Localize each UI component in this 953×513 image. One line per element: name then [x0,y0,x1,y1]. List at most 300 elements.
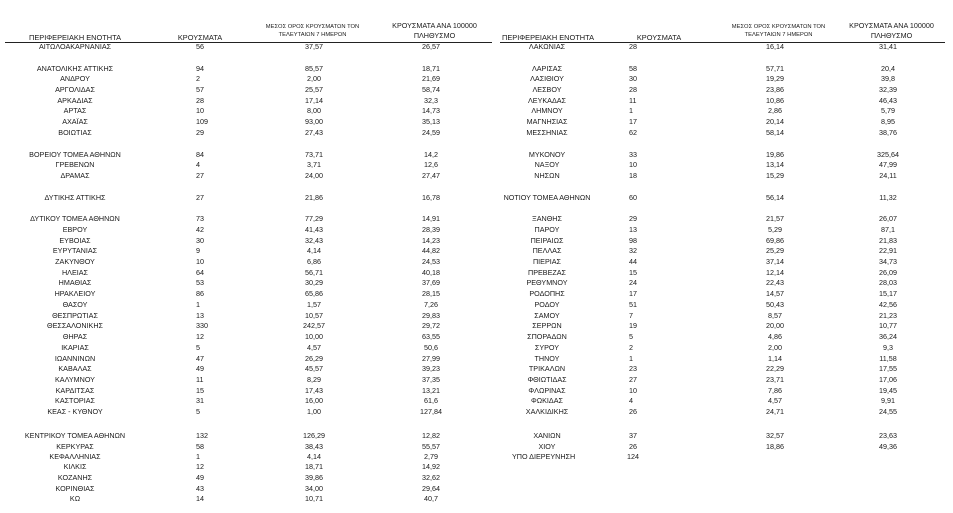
cases-cell: 23 [629,364,637,373]
region-name-cell: ΛΑΣΙΘΙΟΥ [530,74,564,83]
region-name-cell: ΑΝΔΡΟΥ [60,74,90,83]
cases-cell: 10 [629,160,637,169]
cases-cell: 27 [196,171,204,180]
cases-cell: 12 [196,462,204,471]
cases-cell: 24 [629,278,637,287]
rate-per-100k-cell: 26,57 [422,42,440,51]
rate-per-100k-cell: 12,6 [424,160,438,169]
cases-cell: 10 [629,386,637,395]
rate-per-100k-cell: 39,23 [422,364,440,373]
region-name-cell: ΚΑΡΔΙΤΣΑΣ [55,386,95,395]
rate-per-100k-cell: 23,63 [879,431,897,440]
avg-7day-cell: 27,43 [305,128,323,137]
cases-cell: 47 [196,354,204,363]
region-name-cell: ΦΛΩΡΙΝΑΣ [528,386,566,395]
region-name-cell: ΚΙΛΚΙΣ [63,462,87,471]
rate-per-100k-cell: 9,3 [883,343,893,352]
right-table-row [0,42,953,52]
region-name-cell: ΕΥΡΥΤΑΝΙΑΣ [52,246,98,255]
left-table-row [0,473,953,483]
region-name-cell: ΔΡΑΜΑΣ [60,171,90,180]
avg-7day-cell: 18,71 [305,462,323,471]
cases-cell: 2 [196,74,200,83]
region-name-cell: ΞΑΝΘΗΣ [532,214,562,223]
rate-per-100k-cell: 58,74 [422,85,440,94]
rate-per-100k-cell: 28,39 [422,225,440,234]
rate-per-100k-cell: 9,91 [881,396,895,405]
avg-7day-cell: 50,43 [766,300,784,309]
avg-7day-cell: 34,00 [305,484,323,493]
cases-cell: 32 [629,246,637,255]
right-table-row [0,193,953,203]
region-name-cell: ΕΒΡΟΥ [62,225,88,234]
avg-7day-cell: 41,43 [305,225,323,234]
rate-per-100k-cell: 37,69 [422,278,440,287]
region-name-cell: ΒΟΡΕΙΟΥ ΤΟΜΕΑ ΑΘΗΝΩΝ [29,150,121,159]
right-table-row [0,332,953,342]
region-name-cell: ΦΘΙΩΤΙΔΑΣ [527,375,567,384]
cases-cell: 64 [196,268,204,277]
region-name-cell: ΚΕΝΤΡΙΚΟΥ ΤΟΜΕΑ ΑΘΗΝΩΝ [24,431,126,440]
rate-per-100k-cell: 14,91 [422,214,440,223]
left-table-row [0,452,953,462]
avg-7day-cell: 45,57 [305,364,323,373]
rate-per-100k-cell: 37,35 [422,375,440,384]
rate-per-100k-cell: 32,3 [424,96,438,105]
region-name-cell: ΕΥΒΟΙΑΣ [59,236,91,245]
avg-7day-cell: 4,86 [768,332,782,341]
right-table-row [0,150,953,160]
cases-cell: 2 [629,343,633,352]
right-table-row [0,386,953,396]
right-table-row [0,268,953,278]
cases-cell: 51 [629,300,637,309]
region-name-cell: ΦΩΚΙΔΑΣ [531,396,563,405]
right-header-region: ΠΕΡΙΦΕΡΕΙΑΚΗ ΕΝΟΤΗΤΑ [502,33,594,42]
region-name-cell: ΤΡΙΚΑΛΩΝ [528,364,566,373]
rate-per-100k-cell: 21,69 [422,74,440,83]
avg-7day-cell: 17,43 [305,386,323,395]
rate-per-100k-cell: 14,73 [422,106,440,115]
rate-per-100k-cell: 27,47 [422,171,440,180]
cases-cell: 11 [196,375,204,384]
cases-cell: 84 [196,150,204,159]
rate-per-100k-cell: 24,53 [422,257,440,266]
avg-7day-cell: 37,14 [766,257,784,266]
rate-per-100k-cell: 44,82 [422,246,440,255]
avg-7day-cell: 126,29 [303,431,325,440]
cases-cell: 58 [196,442,204,451]
region-name-cell: ΛΕΣΒΟΥ [532,85,562,94]
avg-7day-cell: 6,86 [307,257,321,266]
region-name-cell: ΙΩΑΝΝΙΝΩΝ [54,354,96,363]
avg-7day-cell: 10,57 [305,311,323,320]
cases-cell: 15 [196,386,204,395]
avg-7day-cell: 1,00 [307,407,321,416]
rate-per-100k-cell: 17,06 [879,375,897,384]
right-table-row [0,85,953,95]
cases-cell: 19 [629,321,637,330]
avg-7day-cell: 20,00 [766,321,784,330]
avg-7day-cell: 10,71 [305,494,323,503]
cases-cell: 15 [629,268,637,277]
region-name-cell: ΣΥΡΟΥ [534,343,560,352]
region-name-cell: ΑΝΑΤΟΛΙΚΗΣ ΑΤΤΙΚΗΣ [36,64,114,73]
pending-label: ΥΠΟ ΔΙΕΡΕΥΝΗΣΗ [512,452,576,461]
region-name-cell: ΙΚΑΡΙΑΣ [61,343,89,352]
rate-per-100k-cell: 15,17 [879,289,897,298]
rate-per-100k-cell: 28,03 [879,278,897,287]
avg-7day-cell: 8,57 [768,311,782,320]
region-name-cell: ΤΗΝΟΥ [534,354,560,363]
avg-7day-cell: 4,14 [307,246,321,255]
cases-cell: 1 [196,300,200,309]
avg-7day-cell: 16,14 [766,42,784,51]
cases-cell: 49 [196,364,204,373]
rate-per-100k-cell: 2,79 [424,452,438,461]
cases-cell: 14 [196,494,204,503]
cases-cell: 1 [196,452,200,461]
rate-per-100k-cell: 14,2 [424,150,438,159]
rate-per-100k-cell: 35,13 [422,117,440,126]
right-table-row [0,117,953,127]
region-name-cell: ΖΑΚΥΝΘΟΥ [55,257,95,266]
cases-cell: 29 [629,214,637,223]
avg-7day-cell: 77,29 [305,214,323,223]
right-header-rate-line2: ΠΛΗΘΥΣΜΟ [870,31,913,40]
rate-per-100k-cell: 22,91 [879,246,897,255]
cases-cell: 28 [196,96,204,105]
region-name-cell: ΘΗΡΑΣ [62,332,88,341]
cases-cell: 28 [629,85,637,94]
cases-cell: 27 [629,375,637,384]
rate-per-100k-cell: 29,83 [422,311,440,320]
region-name-cell: ΧΑΛΚΙΔΙΚΗΣ [525,407,569,416]
rate-per-100k-cell: 46,43 [879,96,897,105]
rate-per-100k-cell: 24,11 [879,171,897,180]
avg-7day-cell: 18,86 [766,442,784,451]
avg-7day-cell: 56,14 [766,193,784,202]
region-name-cell: ΧΙΟΥ [538,442,556,451]
rate-per-100k-cell: 8,95 [881,117,895,126]
cases-cell: 330 [196,321,208,330]
avg-7day-cell: 7,86 [768,386,782,395]
cases-cell: 62 [629,128,637,137]
left-header-rate-line1: ΚΡΟΥΣΜΑΤΑ ΑΝΑ 100000 [392,21,477,30]
region-name-cell: ΑΧΑΪΑΣ [62,117,88,126]
left-table-row [0,462,953,472]
region-name-cell: ΘΑΣΟΥ [62,300,88,309]
avg-7day-cell: 2,00 [307,74,321,83]
cases-cell: 13 [629,225,637,234]
region-name-cell: ΗΜΑΘΙΑΣ [58,278,92,287]
rate-per-100k-cell: 29,64 [422,484,440,493]
cases-cell: 17 [629,289,637,298]
avg-7day-cell: 16,00 [305,396,323,405]
avg-7day-cell: 4,57 [768,396,782,405]
right-table-row [0,74,953,84]
right-header-rate-line1: ΚΡΟΥΣΜΑΤΑ ΑΝΑ 100000 [849,21,934,30]
rate-per-100k-cell: 13,21 [422,386,440,395]
avg-7day-cell: 8,29 [307,375,321,384]
cases-cell: 132 [196,431,208,440]
right-table-row [0,160,953,170]
rate-per-100k-cell: 36,24 [879,332,897,341]
avg-7day-cell: 73,71 [305,150,323,159]
avg-7day-cell: 39,86 [305,473,323,482]
cases-cell: 4 [629,396,633,405]
avg-7day-cell: 12,14 [766,268,784,277]
cases-cell: 60 [629,193,637,202]
region-name-cell: ΝΗΣΩΝ [534,171,560,180]
left-header-avg-line2: ΤΕΛΕΥΤΑΙΩΝ 7 ΗΜΕΡΩΝ [278,32,347,38]
region-name-cell: ΛΑΡΙΣΑΣ [531,64,563,73]
region-name-cell: ΣΕΡΡΩΝ [532,321,562,330]
cases-cell: 13 [196,311,204,320]
right-header-cases: ΚΡΟΥΣΜΑΤΑ [636,33,682,42]
rate-per-100k-cell: 14,92 [422,462,440,471]
cases-cell: 11 [629,96,637,105]
left-table-row [0,494,953,504]
right-table-row [0,289,953,299]
cases-cell: 57 [196,85,204,94]
cases-cell: 58 [629,64,637,73]
rate-per-100k-cell: 28,15 [422,289,440,298]
region-name-cell: ΚΑΒΑΛΑΣ [58,364,92,373]
avg-7day-cell: 1,57 [307,300,321,309]
avg-7day-cell: 32,57 [766,431,784,440]
cases-cell: 5 [196,343,200,352]
avg-7day-cell: 17,14 [305,96,323,105]
rate-per-100k-cell: 38,76 [879,128,897,137]
rate-per-100k-cell: 14,23 [422,236,440,245]
avg-7day-cell: 13,14 [766,160,784,169]
right-table-row [0,375,953,385]
cases-cell: 28 [629,42,637,51]
rate-per-100k-cell: 63,55 [422,332,440,341]
cases-cell: 29 [196,128,204,137]
avg-7day-cell: 242,57 [303,321,325,330]
rate-per-100k-cell: 47,99 [879,160,897,169]
right-table-row [0,396,953,406]
right-table-row [0,321,953,331]
rate-per-100k-cell: 55,57 [422,442,440,451]
rate-per-100k-cell: 7,26 [424,300,438,309]
region-name-cell: ΡΕΘΥΜΝΟΥ [526,278,568,287]
region-name-cell: ΑΡΚΑΔΙΑΣ [57,96,93,105]
cases-cell: 18 [629,171,637,180]
cases-cell: 37 [629,431,637,440]
avg-7day-cell: 21,57 [766,214,784,223]
region-name-cell: ΚΕΡΚΥΡΑΣ [56,442,94,451]
avg-7day-cell: 23,86 [766,85,784,94]
left-header-avg-line1: ΜΕΣΟΣ ΟΡΟΣ ΚΡΟΥΣΜΑΤΩΝ ΤΟΝ [265,24,360,30]
region-name-cell: ΣΠΟΡΑΔΩΝ [527,332,567,341]
region-name-cell: ΑΡΓΟΛΙΔΑΣ [55,85,95,94]
right-table-row [0,311,953,321]
right-table-row [0,64,953,74]
avg-7day-cell: 3,71 [307,160,321,169]
cases-cell: 109 [196,117,208,126]
right-table-row [0,354,953,364]
region-name-cell: ΚΟΖΑΝΗΣ [57,473,93,482]
right-table-row [0,442,953,452]
cases-cell: 73 [196,214,204,223]
avg-7day-cell: 19,86 [766,150,784,159]
avg-7day-cell: 4,57 [307,343,321,352]
right-table-row [0,257,953,267]
right-table-row [0,407,953,417]
rate-per-100k-cell: 29,72 [422,321,440,330]
right-table-row [0,343,953,353]
region-name-cell: ΘΕΣΣΑΛΟΝΙΚΗΣ [47,321,103,330]
rate-per-100k-cell: 24,59 [422,128,440,137]
rate-per-100k-cell: 49,36 [879,442,897,451]
cases-cell: 94 [196,64,204,73]
avg-7day-cell: 56,71 [305,268,323,277]
region-name-cell: ΚΩ [69,494,81,503]
avg-7day-cell: 25,29 [766,246,784,255]
avg-7day-cell: 57,71 [766,64,784,73]
rate-per-100k-cell: 16,78 [422,193,440,202]
region-name-cell: ΜΕΣΣΗΝΙΑΣ [526,128,568,137]
right-table-row [0,225,953,235]
cases-cell: 30 [196,236,204,245]
region-name-cell: ΠΙΕΡΙΑΣ [532,257,561,266]
cases-cell: 7 [629,311,633,320]
avg-7day-cell: 14,57 [766,289,784,298]
right-table-row [0,431,953,441]
right-header-avg-line1: ΜΕΣΟΣ ΟΡΟΣ ΚΡΟΥΣΜΑΤΩΝ ΤΟΝ [731,24,826,30]
cases-cell: 33 [629,150,637,159]
cases-cell: 53 [196,278,204,287]
region-name-cell: ΜΥΚΟΝΟΥ [528,150,566,159]
right-table-row [0,96,953,106]
cases-cell: 9 [196,246,200,255]
avg-7day-cell: 8,00 [307,106,321,115]
rate-per-100k-cell: 19,45 [879,386,897,395]
cases-cell: 98 [629,236,637,245]
left-header-region: ΠΕΡΙΦΕΡΕΙΑΚΗ ΕΝΟΤΗΤΑ [29,33,121,42]
avg-7day-cell: 2,00 [768,343,782,352]
region-name-cell: ΒΟΙΩΤΙΑΣ [58,128,92,137]
right-table-row [0,106,953,116]
avg-7day-cell: 24,71 [766,407,784,416]
avg-7day-cell: 24,00 [305,171,323,180]
rate-per-100k-cell: 21,83 [879,236,897,245]
cases-cell: 1 [629,106,633,115]
region-name-cell: ΚΕΑΣ - ΚΥΘΝΟΥ [47,407,103,416]
region-name-cell: ΛΑΚΩΝΙΑΣ [528,42,566,51]
region-name-cell: ΚΑΛΥΜΝΟΥ [55,375,95,384]
rate-per-100k-cell: 17,55 [879,364,897,373]
rate-per-100k-cell: 40,7 [424,494,438,503]
region-name-cell: ΘΕΣΠΡΩΤΙΑΣ [52,311,98,320]
rate-per-100k-cell: 325,64 [877,150,899,159]
left-header-rate-line2: ΠΛΗΘΥΣΜΟ [413,31,456,40]
avg-7day-cell: 22,43 [766,278,784,287]
cases-cell: 5 [196,407,200,416]
avg-7day-cell: 30,29 [305,278,323,287]
rate-per-100k-cell: 40,18 [422,268,440,277]
avg-7day-cell: 23,71 [766,375,784,384]
avg-7day-cell: 21,86 [305,193,323,202]
region-name-cell: ΛΕΥΚΑΔΑΣ [527,96,566,105]
region-name-cell: ΗΛΕΙΑΣ [61,268,89,277]
right-table-row [0,278,953,288]
rate-per-100k-cell: 34,73 [879,257,897,266]
region-name-cell: ΠΕΛΛΑΣ [532,246,562,255]
cases-cell: 10 [196,257,204,266]
left-table-row [0,484,953,494]
avg-7day-cell: 38,43 [305,442,323,451]
region-name-cell: ΜΑΓΝΗΣΙΑΣ [526,117,568,126]
rate-per-100k-cell: 26,07 [879,214,897,223]
region-name-cell: ΠΑΡΟΥ [534,225,560,234]
avg-7day-cell: 1,14 [768,354,782,363]
rate-per-100k-cell: 24,55 [879,407,897,416]
region-name-cell: ΠΕΙΡΑΙΩΣ [530,236,564,245]
region-name-cell: ΡΟΔΟΠΗΣ [529,289,565,298]
pending-cases: 124 [627,452,639,461]
cases-cell: 43 [196,484,204,493]
avg-7day-cell: 69,86 [766,236,784,245]
region-name-cell: ΝΑΞΟΥ [534,160,560,169]
avg-7day-cell: 4,14 [307,452,321,461]
rate-per-100k-cell: 32,39 [879,85,897,94]
region-name-cell: ΠΡΕΒΕΖΑΣ [528,268,566,277]
region-name-cell: ΛΗΜΝΟΥ [531,106,563,115]
avg-7day-cell: 15,29 [766,171,784,180]
avg-7day-cell: 19,29 [766,74,784,83]
rate-per-100k-cell: 21,23 [879,311,897,320]
rate-per-100k-cell: 87,1 [881,225,895,234]
region-name-cell: ΚΑΣΤΟΡΙΑΣ [55,396,95,405]
region-name-cell: ΧΑΝΙΩΝ [533,431,561,440]
region-name-cell: ΝΟΤΙΟΥ ΤΟΜΕΑ ΑΘΗΝΩΝ [503,193,591,202]
cases-cell: 10 [196,106,204,115]
right-table-row [0,214,953,224]
cases-cell: 27 [196,193,204,202]
cases-cell: 30 [629,74,637,83]
region-name-cell: ΑΙΤΩΛΟΑΚΑΡΝΑΝΙΑΣ [38,42,112,51]
rate-per-100k-cell: 31,41 [879,42,897,51]
cases-cell: 26 [629,442,637,451]
avg-7day-cell: 2,86 [768,106,782,115]
avg-7day-cell: 5,29 [768,225,782,234]
rate-per-100k-cell: 18,71 [422,64,440,73]
right-table-row [0,128,953,138]
region-name-cell: ΑΡΤΑΣ [63,106,87,115]
cases-cell: 56 [196,42,204,51]
cases-cell: 12 [196,332,204,341]
cases-cell: 44 [629,257,637,266]
rate-per-100k-cell: 20,4 [881,64,895,73]
region-name-cell: ΓΡΕΒΕΝΩΝ [55,160,95,169]
avg-7day-cell: 10,86 [766,96,784,105]
right-table-row [0,246,953,256]
rate-per-100k-cell: 32,62 [422,473,440,482]
cases-cell: 5 [629,332,633,341]
cases-cell: 42 [196,225,204,234]
cases-cell: 17 [629,117,637,126]
region-name-cell: ΔΥΤΙΚΟΥ ΤΟΜΕΑ ΑΘΗΝΩΝ [30,214,120,223]
avg-7day-cell: 20,14 [766,117,784,126]
rate-per-100k-cell: 39,8 [881,74,895,83]
right-table-row [0,364,953,374]
rate-per-100k-cell: 5,79 [881,106,895,115]
rate-per-100k-cell: 11,58 [879,354,897,363]
